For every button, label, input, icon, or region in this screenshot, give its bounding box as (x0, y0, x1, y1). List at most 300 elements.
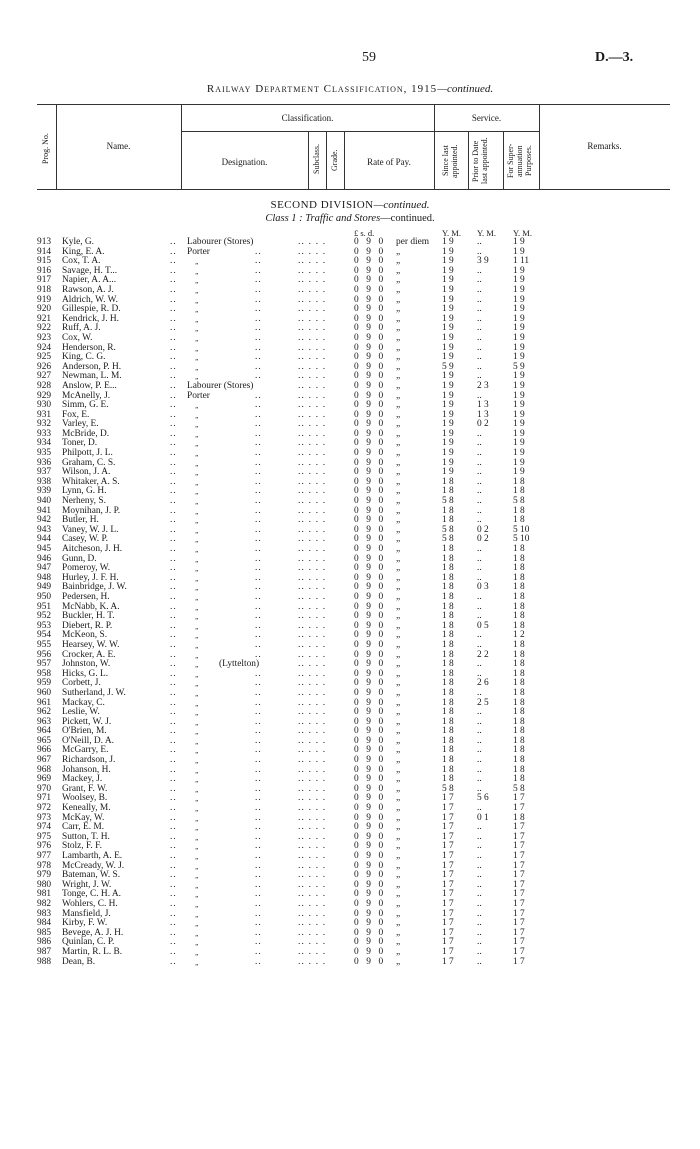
service-superannuation: 1 9 (513, 419, 525, 430)
service-prior-to-date: .. (477, 428, 482, 439)
employee-name: Buckler, H. T. (62, 611, 115, 622)
employee-name: Mackay, C. (62, 697, 105, 708)
designation-leader-dots: .. (255, 937, 262, 948)
service-superannuation: 1 7 (513, 831, 525, 842)
name-leader-dots: .. (170, 246, 177, 257)
service-since-last-appointed: 1 8 (442, 620, 454, 631)
designation-leader-dots: .. (255, 419, 262, 430)
name-leader-dots: .. (170, 457, 177, 468)
employee-name: Simm, G. E. (62, 400, 109, 411)
designation-leader-dots: .. (255, 639, 262, 650)
employee-name: Cox, W. (62, 332, 93, 343)
rate-of-pay: 0 9 0 (354, 946, 386, 957)
service-since-last-appointed: 1 9 (442, 275, 454, 286)
name-leader-dots: .. (170, 342, 177, 353)
rate-leader-dots: .. . . . (298, 332, 327, 343)
rate-of-pay: 0 9 0 (354, 323, 386, 334)
employee-name: Hearsey, W. W. (62, 639, 120, 650)
designation-ditto: „ (195, 314, 200, 324)
designation-ditto: „ (195, 631, 200, 641)
prog-number: 974 (37, 822, 52, 833)
prog-number: 916 (37, 265, 52, 276)
service-superannuation: 1 9 (513, 380, 525, 391)
designation-ditto: „ (195, 727, 200, 737)
designation-leader-dots: .. (255, 524, 262, 535)
employee-name: O'Neill, D. A. (62, 735, 114, 746)
service-prior-to-date: .. (477, 918, 482, 929)
service-superannuation: 1 9 (513, 352, 525, 363)
prog-number: 926 (37, 361, 52, 372)
name-leader-dots: .. (170, 697, 177, 708)
designation-ditto: „ (195, 842, 200, 852)
designation-leader-dots: .. (255, 649, 262, 660)
rate-of-pay: 0 9 0 (354, 476, 386, 487)
service-since-last-appointed: 1 8 (442, 755, 454, 766)
rate-of-pay: 0 9 0 (354, 918, 386, 929)
service-prior-to-date: .. (477, 284, 482, 295)
service-prior-to-date: 2 2 (477, 649, 489, 660)
rate-leader-dots: .. . . . (298, 476, 327, 487)
rate-of-pay: 0 9 0 (354, 313, 386, 324)
pay-rate-unit: „ (396, 476, 401, 487)
service-superannuation: 1 8 (513, 697, 525, 708)
designation-leader-dots: .. (255, 851, 262, 861)
service-superannuation: 5 8 (513, 496, 525, 507)
service-since-last-appointed: 1 9 (442, 419, 454, 430)
designation-ditto: „ (195, 890, 200, 900)
service-superannuation: 1 7 (513, 822, 525, 833)
employee-name: McNabb, K. A. (62, 601, 120, 612)
employee-name: Sutton, T. H. (62, 831, 110, 842)
name-leader-dots: .. (170, 400, 177, 411)
designation-ditto: „ (195, 410, 200, 420)
designation-leader-dots: .. (255, 390, 262, 401)
service-since-last-appointed: 1 7 (442, 927, 454, 938)
designation-leader-dots: .. (255, 601, 262, 612)
designation-ditto: „ (195, 602, 200, 612)
rate-leader-dots: .. . . . (298, 553, 327, 564)
employee-name: Aldrich, W. W. (62, 294, 118, 305)
prog-number: 960 (37, 687, 52, 698)
designation-ditto: „ (195, 928, 200, 938)
document-reference: D.—3. (595, 50, 634, 65)
unit-years-months-3: Y. M. (513, 228, 532, 238)
name-leader-dots: .. (170, 707, 177, 718)
designation-ditto: „ (195, 564, 200, 574)
designation-ditto: „ (195, 487, 200, 497)
name-leader-dots: .. (170, 313, 177, 324)
name-leader-dots: .. (170, 323, 177, 334)
service-superannuation: 1 8 (513, 774, 525, 785)
designation-ditto: „ (195, 919, 200, 929)
rate-of-pay: 0 9 0 (354, 246, 386, 257)
service-superannuation: 1 7 (513, 841, 525, 852)
rate-of-pay: 0 9 0 (354, 601, 386, 612)
designation-ditto: „ (195, 449, 200, 459)
rate-leader-dots: .. . . . (298, 294, 327, 305)
designation-leader-dots: .. (255, 735, 262, 746)
pay-rate-unit: „ (396, 544, 401, 554)
name-leader-dots: .. (170, 764, 177, 775)
rate-of-pay: 0 9 0 (354, 908, 386, 919)
designation-ditto: „ (195, 429, 200, 439)
prog-number: 938 (37, 476, 52, 487)
rate-of-pay: 0 9 0 (354, 803, 386, 814)
service-since-last-appointed: 1 8 (442, 639, 454, 650)
rate-leader-dots: .. . . . (298, 342, 327, 353)
service-superannuation: 1 7 (513, 803, 525, 814)
service-superannuation: 1 9 (513, 342, 525, 353)
pay-rate-unit: „ (396, 361, 401, 372)
rate-leader-dots: .. . . . (298, 371, 327, 382)
rate-leader-dots: .. . . . (298, 668, 327, 679)
prog-number: 921 (37, 313, 52, 324)
service-prior-to-date: .. (477, 908, 482, 919)
header-remarks: Remarks. (587, 141, 622, 151)
employee-name: O'Brien, M. (62, 726, 107, 737)
service-superannuation: 1 9 (513, 467, 525, 478)
service-prior-to-date: .. (477, 774, 482, 785)
service-superannuation: 1 8 (513, 476, 525, 487)
designation-leader-dots: .. (255, 716, 262, 727)
designation-leader-dots: .. (255, 707, 262, 718)
rate-leader-dots: .. . . . (298, 534, 327, 545)
designation-leader-dots: .. (255, 476, 262, 487)
service-since-last-appointed: 1 9 (442, 448, 454, 459)
pay-rate-unit: „ (396, 256, 401, 267)
designation-leader-dots: .. (255, 764, 262, 775)
pay-rate-unit: „ (396, 534, 401, 545)
designation-leader-dots: .. (255, 620, 262, 631)
service-superannuation: 5 9 (513, 361, 525, 372)
service-superannuation: 1 8 (513, 745, 525, 756)
prog-number: 975 (37, 831, 52, 842)
employee-name: McAnelly, J. (62, 390, 111, 401)
pay-rate-unit: „ (396, 515, 401, 526)
header-prog-no: Prog. No. (41, 133, 50, 165)
designation-leader-dots: .. (255, 572, 262, 583)
designation-leader-dots: .. (255, 879, 262, 890)
service-prior-to-date: .. (477, 457, 482, 468)
prog-number: 944 (37, 534, 52, 545)
employee-name: Nerheny, S. (62, 496, 106, 507)
running-title-suffix: —continued. (437, 83, 494, 95)
rate-leader-dots: .. . . . (298, 246, 327, 257)
employee-name: Gillespie, R. D. (62, 304, 121, 315)
designation-leader-dots: .. (255, 803, 262, 814)
designation-leader-dots: .. (255, 611, 262, 622)
prog-number: 928 (37, 380, 52, 391)
pay-rate-unit: „ (396, 687, 401, 698)
designation-leader-dots: .. (255, 582, 262, 593)
service-prior-to-date: .. (477, 467, 482, 478)
prog-number: 919 (37, 294, 52, 305)
table-row (0, 315, 700, 325)
service-since-last-appointed: 1 8 (442, 553, 454, 564)
service-prior-to-date: .. (477, 851, 482, 861)
designation-leader-dots: .. (255, 371, 262, 382)
service-prior-to-date: .. (477, 726, 482, 737)
prog-number: 956 (37, 649, 52, 660)
service-prior-to-date: .. (477, 764, 482, 775)
service-since-last-appointed: 5 8 (442, 496, 454, 507)
designation-leader-dots: .. (255, 687, 262, 698)
service-since-last-appointed: 1 7 (442, 860, 454, 871)
rate-of-pay: 0 9 0 (354, 860, 386, 871)
prog-number: 939 (37, 486, 52, 497)
employee-name: Moynihan, J. P. (62, 505, 121, 516)
service-superannuation: 1 7 (513, 956, 525, 967)
table-row (0, 699, 700, 709)
rate-leader-dots: .. . . . (298, 726, 327, 737)
name-leader-dots: .. (170, 582, 177, 593)
prog-number: 988 (37, 956, 52, 967)
designation-ditto: „ (195, 372, 200, 382)
service-superannuation: 1 9 (513, 284, 525, 295)
employee-name: Bevege, A. J. H. (62, 927, 124, 938)
service-since-last-appointed: 1 9 (442, 304, 454, 315)
designation-ditto: „ (195, 775, 200, 785)
rate-leader-dots: .. . . . (298, 707, 327, 718)
service-since-last-appointed: 1 7 (442, 793, 454, 804)
service-since-last-appointed: 1 9 (442, 323, 454, 334)
name-leader-dots: .. (170, 275, 177, 286)
pay-rate-unit: „ (396, 563, 401, 574)
service-prior-to-date: .. (477, 342, 482, 353)
name-leader-dots: .. (170, 524, 177, 535)
service-superannuation: 1 2 (513, 630, 525, 641)
designation-leader-dots: .. (255, 553, 262, 564)
employee-name: Whitaker, A. S. (62, 476, 120, 487)
prog-number: 951 (37, 601, 52, 612)
classification-rows (0, 238, 700, 967)
rate-of-pay: 0 9 0 (354, 448, 386, 459)
table-row (0, 248, 700, 258)
service-prior-to-date: .. (477, 803, 482, 814)
pay-rate-unit: „ (396, 668, 401, 679)
service-since-last-appointed: 1 7 (442, 946, 454, 957)
rate-of-pay: 0 9 0 (354, 544, 386, 554)
rate-of-pay: 0 9 0 (354, 927, 386, 938)
rate-leader-dots: .. . . . (298, 515, 327, 526)
pay-rate-unit: „ (396, 265, 401, 276)
employee-name: McKeon, S. (62, 630, 108, 641)
rate-of-pay: 0 9 0 (354, 390, 386, 401)
pay-rate-unit: „ (396, 294, 401, 305)
name-leader-dots: .. (170, 476, 177, 487)
designation-leader-dots: .. (255, 467, 262, 478)
service-prior-to-date: .. (477, 265, 482, 276)
table-row (0, 324, 700, 334)
pay-rate-unit: „ (396, 323, 401, 334)
service-superannuation: 1 9 (513, 400, 525, 411)
service-superannuation: 1 8 (513, 764, 525, 775)
rate-leader-dots: .. . . . (298, 908, 327, 919)
service-since-last-appointed: 1 9 (442, 284, 454, 295)
rate-of-pay: 0 9 0 (354, 380, 386, 391)
service-superannuation: 1 9 (513, 275, 525, 286)
designation-ditto: „ (195, 612, 200, 622)
table-row (0, 238, 700, 248)
designation-ditto: „ (195, 698, 200, 708)
rate-of-pay: 0 9 0 (354, 515, 386, 526)
service-superannuation: 1 8 (513, 572, 525, 583)
designation-ditto: „ (195, 554, 200, 564)
table-row (0, 766, 700, 776)
designation-ditto: „ (195, 506, 200, 516)
service-since-last-appointed: 1 7 (442, 889, 454, 900)
service-since-last-appointed: 1 9 (442, 237, 454, 247)
pay-rate-unit: „ (396, 467, 401, 478)
designation-leader-dots: .. (255, 726, 262, 737)
rate-leader-dots: .. . . . (298, 496, 327, 507)
designation-ditto: „ (195, 717, 200, 727)
designation-ditto: „ (195, 535, 200, 545)
rate-of-pay: 0 9 0 (354, 870, 386, 881)
designation-leader-dots: .. (255, 342, 262, 353)
service-since-last-appointed: 1 7 (442, 851, 454, 861)
rate-of-pay: 0 9 0 (354, 419, 386, 430)
prog-number: 930 (37, 400, 52, 411)
pay-rate-unit: „ (396, 486, 401, 497)
pay-rate-unit: „ (396, 716, 401, 727)
designation-ditto: „ (195, 938, 200, 948)
name-leader-dots: .. (170, 822, 177, 833)
employee-name: Toner, D. (62, 438, 98, 449)
name-leader-dots: .. (170, 851, 177, 861)
service-superannuation: 1 9 (513, 304, 525, 315)
pay-rate-unit: „ (396, 908, 401, 919)
prog-number: 957 (37, 659, 52, 670)
service-since-last-appointed: 1 8 (442, 716, 454, 727)
designation-ditto: „ (195, 852, 200, 861)
name-leader-dots: .. (170, 611, 177, 622)
pay-rate-unit: „ (396, 601, 401, 612)
designation-ditto: „ (195, 736, 200, 746)
prog-number: 958 (37, 668, 52, 679)
header-designation: Designation. (221, 157, 268, 167)
service-prior-to-date: .. (477, 476, 482, 487)
service-superannuation: 1 9 (513, 313, 525, 324)
prog-number: 914 (37, 246, 52, 257)
rate-of-pay: 0 9 0 (354, 294, 386, 305)
designation-ditto: „ (195, 880, 200, 890)
designation-ditto: „ (195, 266, 200, 276)
name-leader-dots: .. (170, 783, 177, 794)
rate-of-pay: 0 9 0 (354, 889, 386, 900)
service-since-last-appointed: 1 9 (442, 457, 454, 468)
designation-ditto: „ (195, 823, 200, 833)
header-classification: Classification. (281, 113, 334, 123)
rate-of-pay: 0 9 0 (354, 428, 386, 439)
service-prior-to-date: .. (477, 716, 482, 727)
pay-rate-unit: „ (396, 918, 401, 929)
name-leader-dots: .. (170, 908, 177, 919)
rate-of-pay: 0 9 0 (354, 937, 386, 948)
designation-leader-dots: .. (255, 591, 262, 602)
designation-ditto: „ (195, 765, 200, 775)
service-prior-to-date: .. (477, 745, 482, 756)
name-leader-dots: .. (170, 937, 177, 948)
service-since-last-appointed: 1 8 (442, 678, 454, 689)
rate-of-pay: 0 9 0 (354, 841, 386, 852)
service-superannuation: 1 8 (513, 553, 525, 564)
rate-of-pay: 0 9 0 (354, 284, 386, 295)
employee-name: Tonge, C. H. A. (62, 889, 121, 900)
rate-leader-dots: .. . . . (298, 898, 327, 909)
service-since-last-appointed: 1 9 (442, 390, 454, 401)
service-superannuation: 1 8 (513, 582, 525, 593)
pay-rate-unit: „ (396, 496, 401, 507)
running-title (0, 83, 700, 95)
rate-leader-dots: .. . . . (298, 735, 327, 746)
employee-name: Bateman, W. S. (62, 870, 121, 881)
service-superannuation: 5 8 (513, 783, 525, 794)
service-since-last-appointed: 1 9 (442, 438, 454, 449)
rate-of-pay: 0 9 0 (354, 668, 386, 679)
service-since-last-appointed: 1 8 (442, 572, 454, 583)
rate-leader-dots: .. . . . (298, 860, 327, 871)
employee-name: Woolsey, B. (62, 793, 108, 804)
rate-of-pay: 0 9 0 (354, 505, 386, 516)
designation-leader-dots: .. (255, 428, 262, 439)
service-since-last-appointed: 1 8 (442, 735, 454, 746)
name-leader-dots: .. (170, 755, 177, 766)
rate-leader-dots: .. . . . (298, 361, 327, 372)
rate-of-pay: 0 9 0 (354, 352, 386, 363)
name-leader-dots: .. (170, 889, 177, 900)
service-prior-to-date: .. (477, 563, 482, 574)
designation-ditto: „ (195, 583, 200, 593)
service-since-last-appointed: 1 7 (442, 898, 454, 909)
employee-name: Keneally, M. (62, 803, 111, 814)
service-since-last-appointed: 1 8 (442, 726, 454, 737)
rate-of-pay: 0 9 0 (354, 611, 386, 622)
designation-leader-dots: .. (255, 841, 262, 852)
employee-name: Wright, J. W. (62, 879, 112, 890)
designation-leader-dots: .. (255, 409, 262, 420)
employee-name: Lynn, G. H. (62, 486, 107, 497)
designation-ditto: „ (195, 497, 200, 507)
prog-number: 920 (37, 304, 52, 315)
service-superannuation: 1 8 (513, 620, 525, 631)
designation-ditto: „ (195, 295, 200, 305)
rate-of-pay: 0 9 0 (354, 409, 386, 420)
employee-name: Savage, H. T... (62, 265, 118, 276)
rate-of-pay: 0 9 0 (354, 898, 386, 909)
service-superannuation: 1 8 (513, 591, 525, 602)
rate-leader-dots: .. . . . (298, 831, 327, 842)
name-leader-dots: .. (170, 553, 177, 564)
table-row (0, 507, 700, 517)
name-leader-dots: .. (170, 793, 177, 804)
service-since-last-appointed: 1 7 (442, 812, 454, 823)
designation-ditto: „ (195, 947, 200, 957)
service-prior-to-date: .. (477, 755, 482, 766)
name-leader-dots: .. (170, 803, 177, 814)
employee-name: Ruff, A. J. (62, 323, 101, 334)
employee-name: Bainbridge, J. W. (62, 582, 127, 593)
employee-name: Johnston, W. (62, 659, 111, 670)
employee-name: Butler, H. (62, 515, 99, 526)
name-leader-dots: .. (170, 332, 177, 343)
employee-name: Richardson, J. (62, 755, 116, 766)
designation-ditto: „ (195, 669, 200, 679)
service-prior-to-date: .. (477, 668, 482, 679)
employee-name: Wohlers, C. H. (62, 898, 118, 909)
rate-of-pay: 0 9 0 (354, 332, 386, 343)
table-row (0, 814, 700, 824)
